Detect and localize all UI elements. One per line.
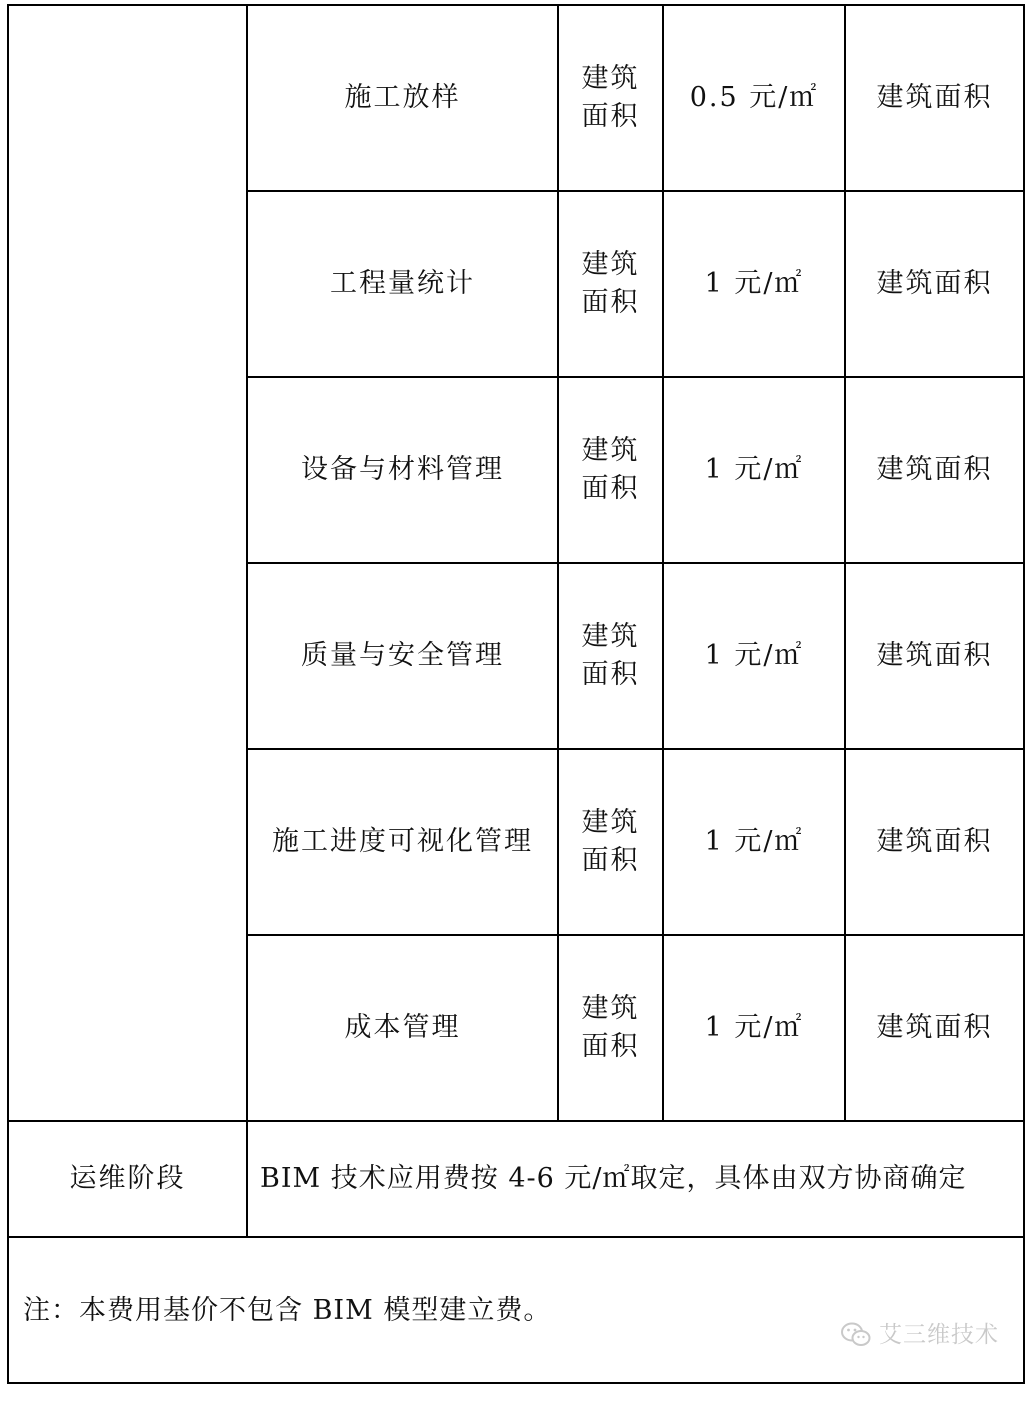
note-row: [8, 1237, 1024, 1383]
price-cell: 1 元/㎡: [663, 935, 845, 1121]
basis-cell: 建筑面积: [845, 749, 1024, 935]
unit-text: 建筑面积: [581, 435, 640, 504]
unit-text: 建筑面积: [581, 621, 640, 690]
price-cell: 1 元/㎡: [663, 563, 845, 749]
basis-cell: 建筑面积: [845, 5, 1024, 191]
unit-cell: [558, 5, 663, 191]
ops-fee-text: BIM 技术应用费按 4-6 元/㎡取定，具体由双方协商确定: [247, 1121, 1024, 1237]
unit-cell: [558, 191, 663, 377]
unit-cell: [558, 563, 663, 749]
item-name-cell: 质量与安全管理: [247, 563, 558, 749]
item-name-cell: 设备与材料管理: [247, 377, 558, 563]
item-name-cell: 施工放样: [247, 5, 558, 191]
table-row: [8, 5, 1024, 191]
note-text: 注：本费用基价不包含 BIM 模型建立费。: [23, 1295, 552, 1326]
item-name-cell: 施工进度可视化管理: [247, 749, 558, 935]
basis-cell: 建筑面积: [845, 563, 1024, 749]
wechat-icon: [841, 1322, 871, 1348]
unit-cell: [558, 749, 663, 935]
note-cell: [8, 1237, 1024, 1383]
unit-text: 建筑面积: [581, 249, 640, 318]
watermark: [841, 1316, 999, 1354]
unit-cell: [558, 377, 663, 563]
watermark-text: 艾三维技术: [879, 1322, 999, 1348]
fee-table: [7, 4, 1025, 1384]
unit-cell: [558, 935, 663, 1121]
basis-cell: 建筑面积: [845, 191, 1024, 377]
basis-cell: 建筑面积: [845, 377, 1024, 563]
item-name-cell: 工程量统计: [247, 191, 558, 377]
price-cell: 0.5 元/㎡: [663, 5, 845, 191]
basis-cell: 建筑面积: [845, 935, 1024, 1121]
unit-text: 建筑面积: [581, 63, 640, 132]
item-name-cell: 成本管理: [247, 935, 558, 1121]
stage-cell-empty: [8, 5, 247, 1121]
unit-text: 建筑面积: [581, 807, 640, 876]
ops-stage-cell: 运维阶段: [8, 1121, 247, 1237]
unit-text: 建筑面积: [581, 993, 640, 1062]
ops-row: [8, 1121, 1024, 1237]
price-cell: 1 元/㎡: [663, 749, 845, 935]
price-cell: 1 元/㎡: [663, 377, 845, 563]
price-cell: 1 元/㎡: [663, 191, 845, 377]
